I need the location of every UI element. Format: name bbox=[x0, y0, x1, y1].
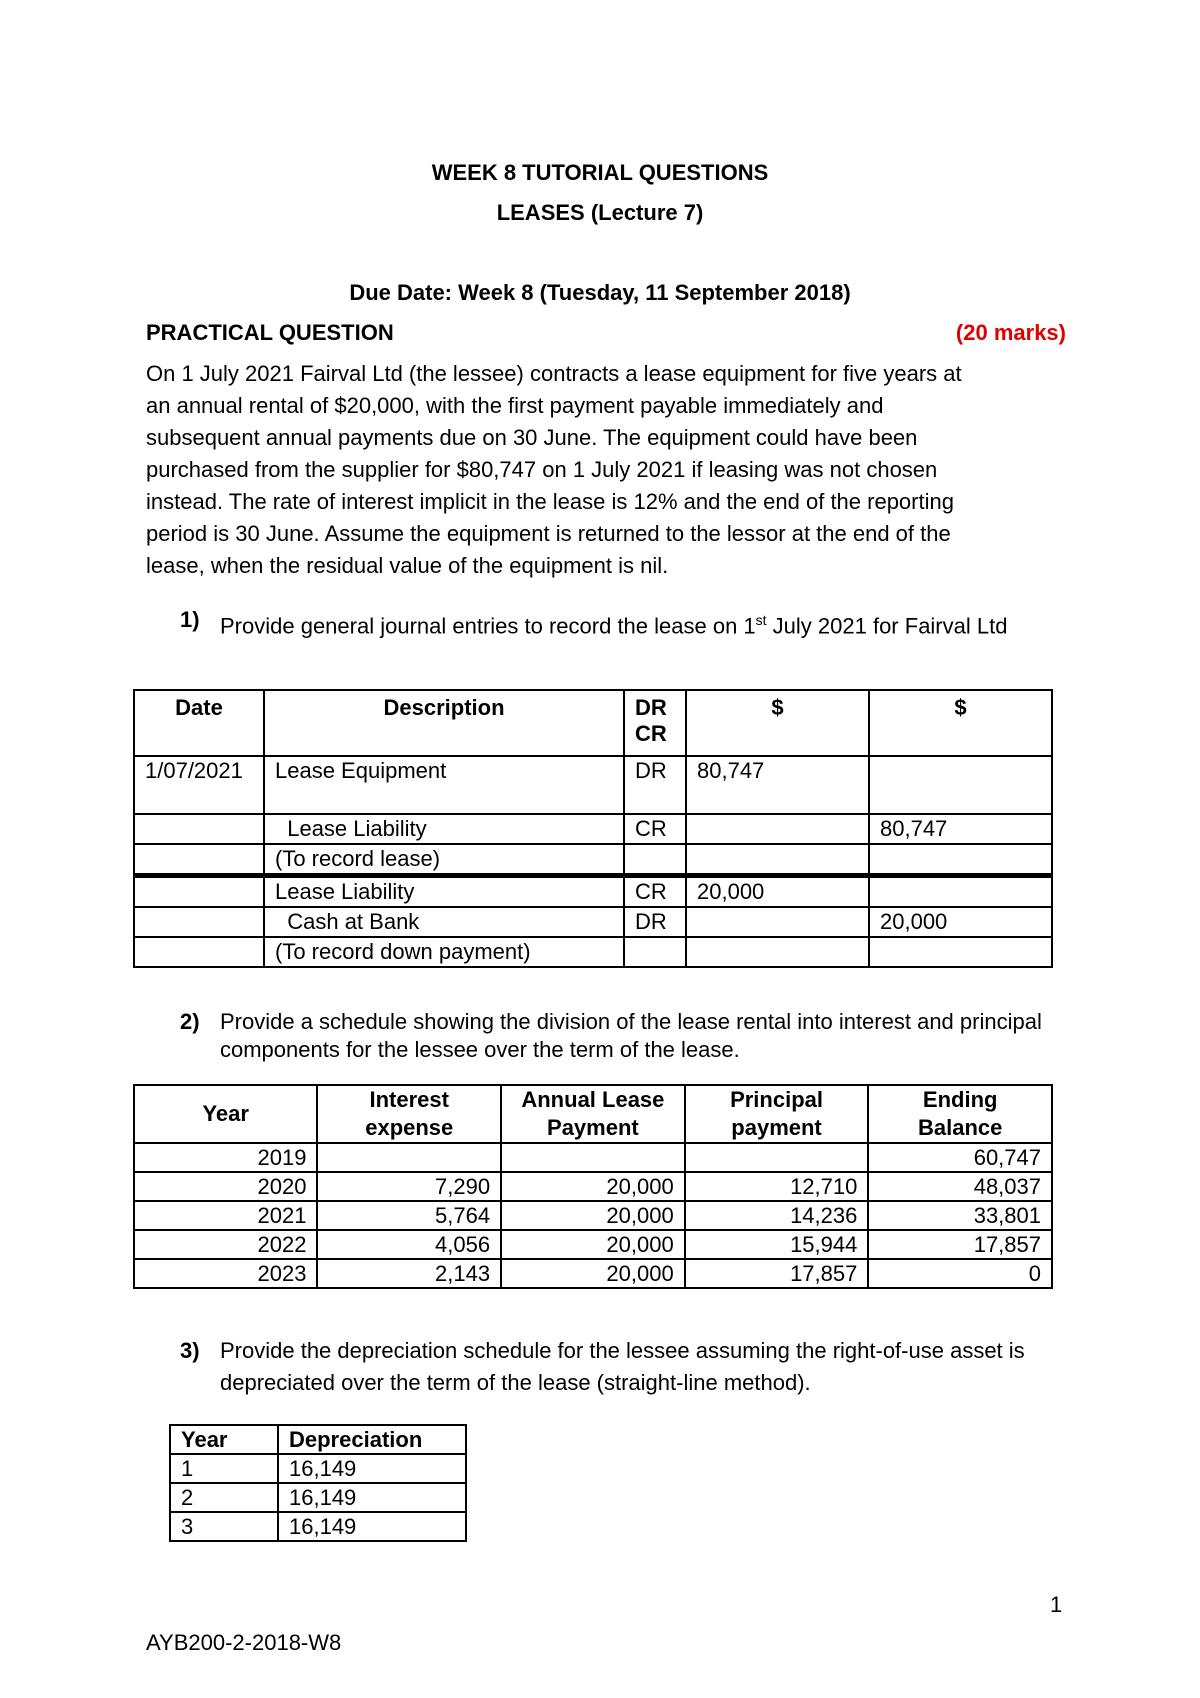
ordinal-superscript: st bbox=[755, 612, 767, 628]
cell-depreciation: 16,149 bbox=[278, 1454, 466, 1483]
question-number: 3) bbox=[180, 1338, 200, 1363]
table-row bbox=[134, 937, 1052, 967]
table-row bbox=[134, 1201, 1052, 1230]
cell-interest: 4,056 bbox=[317, 1230, 501, 1259]
document-subtitle: LEASES (Lecture 7) bbox=[496, 200, 704, 225]
section-title: PRACTICAL QUESTION bbox=[146, 320, 394, 345]
col-header-debit-amount: $ bbox=[686, 690, 869, 756]
cell-interest bbox=[317, 1143, 501, 1172]
cell-drcr: CR bbox=[624, 876, 686, 908]
cell-balance: 0 bbox=[868, 1259, 1052, 1288]
cell-debit bbox=[686, 937, 869, 967]
question-number: 2) bbox=[180, 1009, 200, 1034]
cell-date: 1/07/2021 bbox=[134, 756, 264, 814]
cell-description: (To record lease) bbox=[264, 844, 624, 876]
intro-line: period is 30 June. Assume the equipment is returned to the lessor at the end of the bbox=[146, 521, 951, 546]
question-text-part: July 2021 for Fairval Ltd bbox=[766, 613, 1008, 639]
intro-paragraph bbox=[146, 358, 1066, 582]
cell-drcr: DR bbox=[624, 907, 686, 937]
intro-line: instead. The rate of interest implicit in the lease is 12% and the end of the reporting bbox=[146, 489, 954, 514]
cell-year: 2020 bbox=[134, 1172, 317, 1201]
depreciation-table bbox=[169, 1424, 467, 1542]
table-row bbox=[170, 1483, 466, 1512]
cell-payment: 20,000 bbox=[501, 1230, 685, 1259]
intro-line: an annual rental of $20,000, with the first payment payable immediately and bbox=[146, 393, 884, 418]
page-number: 1 bbox=[1050, 1592, 1063, 1617]
cell-credit bbox=[869, 937, 1052, 967]
cell-description: Lease Liability bbox=[264, 814, 624, 844]
cell-year: 2019 bbox=[134, 1143, 317, 1172]
table-row bbox=[134, 814, 1052, 844]
table-row bbox=[134, 1259, 1052, 1288]
table-row bbox=[134, 1172, 1052, 1201]
cell-debit bbox=[686, 907, 869, 937]
section-heading bbox=[146, 320, 1066, 346]
cell-drcr: CR bbox=[624, 814, 686, 844]
cell-date bbox=[134, 814, 264, 844]
col-header-year: Year bbox=[134, 1085, 317, 1143]
cell-date bbox=[134, 907, 264, 937]
intro-line: lease, when the residual value of the equipment is nil. bbox=[146, 553, 669, 578]
table-row bbox=[170, 1454, 466, 1483]
table-row bbox=[134, 844, 1052, 876]
col-header-depreciation: Depreciation bbox=[278, 1425, 466, 1454]
col-header-year: Year bbox=[170, 1425, 278, 1454]
due-date: Due Date: Week 8 (Tuesday, 11 September 2018) bbox=[349, 280, 851, 305]
table-row bbox=[134, 907, 1052, 937]
cell-year: 2023 bbox=[134, 1259, 317, 1288]
table-row bbox=[134, 876, 1052, 908]
cell-debit: 80,747 bbox=[686, 756, 869, 814]
cell-description: Lease Liability bbox=[264, 876, 624, 908]
cell-balance: 33,801 bbox=[868, 1201, 1052, 1230]
cell-year: 1 bbox=[170, 1454, 278, 1483]
col-header-credit-amount: $ bbox=[869, 690, 1052, 756]
cell-principal: 12,710 bbox=[685, 1172, 869, 1201]
question-text bbox=[220, 604, 1060, 642]
cell-debit bbox=[686, 814, 869, 844]
cell-interest: 7,290 bbox=[317, 1172, 501, 1201]
cell-depreciation: 16,149 bbox=[278, 1483, 466, 1512]
intro-line: subsequent annual payments due on 30 June. The equipment could have been bbox=[146, 425, 918, 450]
cell-payment: 20,000 bbox=[501, 1201, 685, 1230]
intro-line: purchased from the supplier for $80,747 on 1 July 2021 if leasing was not chosen bbox=[146, 457, 938, 482]
cell-principal: 14,236 bbox=[685, 1201, 869, 1230]
cell-year: 3 bbox=[170, 1512, 278, 1541]
cell-payment: 20,000 bbox=[501, 1259, 685, 1288]
col-header-description: Description bbox=[264, 690, 624, 756]
cell-debit bbox=[686, 844, 869, 876]
table-row bbox=[170, 1512, 466, 1541]
question-number: 1) bbox=[180, 607, 200, 632]
cell-principal: 15,944 bbox=[685, 1230, 869, 1259]
intro-line: On 1 July 2021 Fairval Ltd (the lessee) contracts a lease equipment for five years at bbox=[146, 361, 962, 386]
question-2 bbox=[180, 1008, 1060, 1064]
cell-date bbox=[134, 844, 264, 876]
cell-year: 2021 bbox=[134, 1201, 317, 1230]
table-header-row bbox=[170, 1425, 466, 1454]
cell-drcr bbox=[624, 937, 686, 967]
cell-depreciation: 16,149 bbox=[278, 1512, 466, 1541]
document-code: AYB200-2-2018-W8 bbox=[146, 1630, 342, 1655]
cell-interest: 2,143 bbox=[317, 1259, 501, 1288]
cell-principal: 17,857 bbox=[685, 1259, 869, 1288]
col-header-payment: Annual Lease Payment bbox=[501, 1085, 685, 1143]
question-3 bbox=[180, 1335, 1060, 1399]
cell-balance: 48,037 bbox=[868, 1172, 1052, 1201]
cell-payment bbox=[501, 1143, 685, 1172]
cell-credit bbox=[869, 844, 1052, 876]
cell-description: (To record down payment) bbox=[264, 937, 624, 967]
table-row bbox=[134, 1143, 1052, 1172]
question-1 bbox=[180, 604, 1060, 642]
cell-debit: 20,000 bbox=[686, 876, 869, 908]
col-header-drcr: DR CR bbox=[624, 690, 686, 756]
table-row bbox=[134, 1230, 1052, 1259]
cell-interest: 5,764 bbox=[317, 1201, 501, 1230]
cell-balance: 17,857 bbox=[868, 1230, 1052, 1259]
table-row bbox=[134, 756, 1052, 814]
cell-credit bbox=[869, 876, 1052, 908]
cell-year: 2022 bbox=[134, 1230, 317, 1259]
cell-description: Lease Equipment bbox=[264, 756, 624, 814]
table-header-row bbox=[134, 690, 1052, 756]
question-text-part: Provide general journal entries to record the lease on 1 bbox=[220, 613, 756, 639]
cell-credit: 80,747 bbox=[869, 814, 1052, 844]
document-title: WEEK 8 TUTORIAL QUESTIONS bbox=[431, 160, 769, 185]
cell-drcr: DR bbox=[624, 756, 686, 814]
table-header-row bbox=[134, 1085, 1052, 1143]
cell-drcr bbox=[624, 844, 686, 876]
question-text: Provide a schedule showing the division of the lease rental into interest and principal components for the lessee over the term of the lease. bbox=[220, 1009, 1042, 1062]
journal-table bbox=[133, 689, 1053, 968]
cell-date bbox=[134, 937, 264, 967]
question-text: Provide the depreciation schedule for the lessee assuming the right-of-use asset is depreciated over the term of the lease (straight-line method). bbox=[220, 1338, 1025, 1395]
section-marks: (20 marks) bbox=[955, 320, 1066, 345]
cell-credit: 20,000 bbox=[869, 907, 1052, 937]
cell-year: 2 bbox=[170, 1483, 278, 1512]
cell-payment: 20,000 bbox=[501, 1172, 685, 1201]
col-header-balance: Ending Balance bbox=[868, 1085, 1052, 1143]
col-header-principal: Principal payment bbox=[685, 1085, 869, 1143]
cell-balance: 60,747 bbox=[868, 1143, 1052, 1172]
col-header-interest: Interest expense bbox=[317, 1085, 501, 1143]
cell-principal bbox=[685, 1143, 869, 1172]
col-header-date: Date bbox=[134, 690, 264, 756]
cell-date bbox=[134, 876, 264, 908]
lease-schedule-table bbox=[133, 1084, 1053, 1289]
cell-description: Cash at Bank bbox=[264, 907, 624, 937]
cell-credit bbox=[869, 756, 1052, 814]
